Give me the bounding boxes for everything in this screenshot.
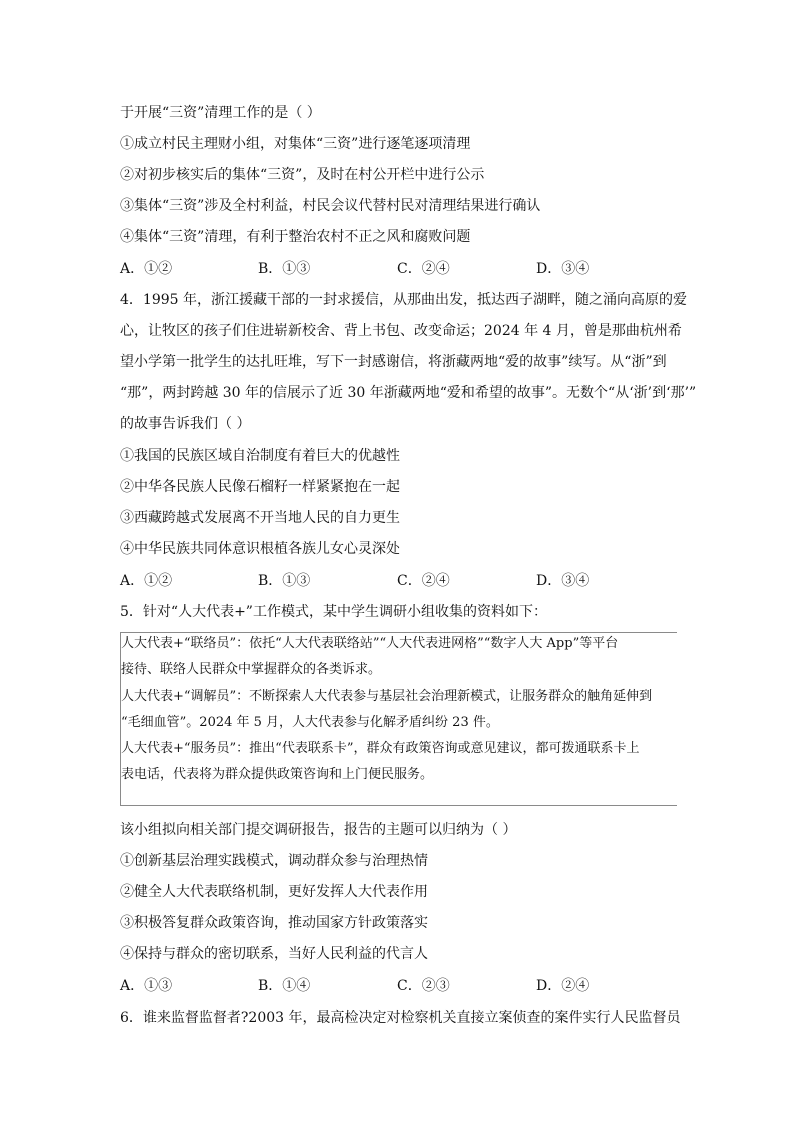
q5-option-d: D．②④: [536, 978, 590, 994]
q3-stem-tail: 于开展“三资”清理工作的是（ ）: [120, 105, 321, 121]
q3-item-1: ①成立村民主理财小组，对集体“三资”进行逐笔逐项清理: [120, 136, 471, 152]
q5-material-box: [120, 632, 677, 806]
q5-material-line-1: 人大代表+“联络员”：依托“人大代表联络站”“人大代表进网格”“数字人大 App”等平台: [121, 636, 619, 651]
q4-option-a: A．①②: [120, 573, 173, 589]
q3-option-a: A．①②: [120, 261, 173, 277]
q5-item-2: ②健全人大代表联络机制，更好发挥人大代表作用: [120, 884, 428, 900]
q3-item-2: ②对初步核实后的集体“三资”，及时在村公开栏中进行公示: [120, 167, 485, 183]
q5-question: 该小组拟向相关部门提交调研报告，报告的主题可以归纳为（ ）: [120, 822, 517, 838]
q5-material-line-6: 表电话，代表将为群众提供政策咨询和上门便民服务。: [121, 767, 434, 782]
q5-stem: 5．针对“人大代表+”工作模式，某中学生调研小组收集的资料如下：: [120, 604, 547, 620]
q3-option-c: C．②④: [397, 261, 450, 277]
q4-item-3: ③西藏跨越式发展离不开当地人民的自力更生: [120, 510, 400, 526]
q5-option-c: C．②③: [397, 978, 450, 994]
q5-option-a: A．①③: [120, 978, 173, 994]
q3-options: [120, 261, 680, 277]
q3-item-4: ④集体“三资”清理，有利于整治农村不正之风和腐败问题: [120, 229, 471, 245]
q3-item-3: ③集体“三资”涉及全村利益，村民会议代替村民对清理结果进行确认: [120, 198, 541, 214]
q4-option-d: D．③④: [536, 573, 590, 589]
q5-material-line-5: 人大代表+“服务员”：推出“代表联系卡”，群众有政策咨询或意见建议，都可拨通联系卡上: [121, 741, 640, 756]
q5-material-line-3: 人大代表+“调解员”：不断探索人大代表参与基层社会治理新模式，让服务群众的触角延伸到: [121, 689, 653, 704]
q3-option-d: D．③④: [536, 261, 590, 277]
q4-stem-line-2: 心，让牧区的孩子们住进崭新校舍、背上书包、改变命运；2024 年 4 月，曾是那曲杭州希: [120, 323, 682, 339]
q5-material-line-2: 接待、联络人民群众中掌握群众的各类诉求。: [121, 662, 382, 677]
q5-item-1: ①创新基层治理实践模式，调动群众参与治理热情: [120, 853, 428, 869]
q4-item-4: ④中华民族共同体意识根植各族儿女心灵深处: [120, 541, 400, 557]
q6-stem: 6．谁来监督监督者?2003 年，最高检决定对检察机关直接立案侦查的案件实行人民监督员: [120, 1010, 681, 1026]
q4-stem-line-1: 4．1995 年，浙江援藏干部的一封求援信，从那曲出发，抵达西子湖畔，随之涌向高原的爱: [120, 292, 687, 308]
q4-option-c: C．②④: [397, 573, 450, 589]
q4-item-1: ①我国的民族区域自治制度有着巨大的优越性: [120, 448, 400, 464]
q5-options: [120, 978, 680, 994]
q4-stem-line-3: 望小学第一批学生的达扎旺堆，写下一封感谢信，将浙藏两地“爱的故事”续写。从“浙”到: [120, 354, 667, 370]
q3-option-b: B．①③: [258, 261, 311, 277]
q5-material-line-4: “毛细血管”。2024 年 5 月，人大代表参与化解矛盾纠纷 23 件。: [121, 715, 499, 730]
q5-item-4: ④保持与群众的密切联系，当好人民利益的代言人: [120, 946, 428, 962]
q5-item-3: ③积极答复群众政策咨询，推动国家方针政策落实: [120, 915, 428, 931]
q4-stem-line-4: “那”，两封跨越 30 年的信展示了近 30 年浙藏两地“爱和希望的故事”。无数个“从‘浙’到‘那’”: [120, 385, 697, 401]
q4-item-2: ②中华各民族人民像石榴籽一样紧紧抱在一起: [120, 479, 400, 495]
q4-options: [120, 573, 680, 589]
q4-stem-line-5: 的故事告诉我们（ ）: [120, 416, 251, 432]
q4-option-b: B．①③: [258, 573, 311, 589]
q5-option-b: B．①④: [258, 978, 311, 994]
